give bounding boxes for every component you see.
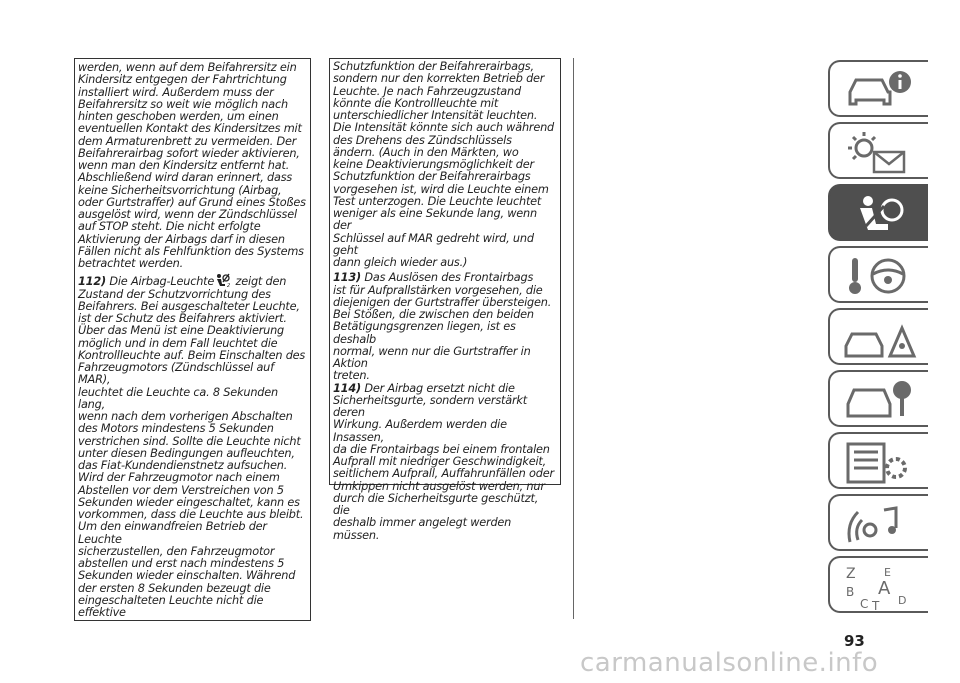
index-letter-a: A	[878, 578, 891, 599]
note-114-text: Der Airbag ersetzt nicht die Sicherheitsgurte, sondern verstärkt deren Wirkung. Außerdem werden die Insassen, da die Frontairbags bei einem frontalen Aufprall mit niedriger Geschwindigkeit, seitlichem Aufprall, Auffahrunfällen oder Umkippen nicht ausgelöst werden, nur durch die Sicherheitsgurte geschützt, die deshalb immer angelegt werden müssen.	[333, 381, 554, 542]
watermark[interactable]: carmanualsonline.info	[580, 648, 879, 678]
column-divider	[573, 58, 574, 619]
tab-multimedia[interactable]	[828, 494, 928, 551]
tab-starting-driving[interactable]	[828, 246, 928, 303]
tab-warning-lights[interactable]	[828, 122, 928, 179]
multimedia-icon	[840, 502, 920, 546]
index-letter-c: C	[860, 597, 869, 611]
note-113-number: 113)	[333, 271, 361, 285]
page-number: 93	[844, 632, 865, 650]
tab-index[interactable]	[828, 556, 928, 613]
note-112-after-icon: zeigt den	[232, 275, 287, 289]
tab-emergency[interactable]	[828, 308, 928, 365]
emergency-road-icon	[840, 316, 920, 360]
alphabetical-index-icon	[840, 564, 920, 612]
tab-safety[interactable]	[828, 184, 928, 241]
index-letter-d: D	[898, 594, 907, 607]
note-113	[333, 272, 557, 382]
continued-paragraph: werden, wenn auf dem Beifahrersitz ein Kindersitz entgegen der Fahrtrichtung installiert wird. Außerdem muss der Beifahrersitz so weit wie möglich nach hinten geschoben werden, um einen eventuellen Kontakt des Kindersitzes mit dem Armaturenbrett zu vermeiden. Der Beifahrerairbag sofort wieder aktivieren, wenn man den Kindersitz entfernt hat. Abschließend wird daran erinnert, dass keine Sicherheitsvorrichtung (Airbag, oder Gurtstraffer) auf Grund eines Stoßes ausgelöst wird, wenn der Zündschlüssel auf STOP steht. Die nicht erfolgte Aktivierung der Airbags darf in diesen Fällen nicht als Fehlfunktion des Systems betrachtet werden.	[78, 61, 306, 270]
note-113-text: Das Auslösen des Frontairbags ist für Aufprallstärken vorgesehen, die diejenigen der Gurtstraffer übersteigen. Bei Stößen, die zwischen den beiden Betätigungsgrenzen liegen, ist es deshalb normal, wenn nur die Gurtstraffer in Aktion treten.	[333, 271, 552, 383]
note-112-lead: Die Airbag-Leuchte	[109, 275, 215, 289]
key-steering-wheel-icon	[840, 254, 920, 298]
index-letter-e: E	[884, 566, 891, 579]
index-letter-z: Z	[846, 566, 856, 582]
note-114	[333, 383, 557, 542]
warning-lights-message-icon	[840, 130, 920, 174]
note-114-number: 114)	[333, 381, 361, 395]
note-112-number: 112)	[78, 275, 106, 289]
technical-data-icon	[840, 440, 920, 484]
car-info-icon	[840, 68, 920, 112]
tab-technical-data[interactable]	[828, 432, 928, 489]
index-letter-b: B	[846, 585, 855, 599]
left-text-column	[74, 58, 311, 621]
continued-note-112: Schutzfunktion der Beifahrerairbags, sondern nur den korrekten Betrieb der Leuchte. Je nach Fahrzeugzustand könnte die Kontrollleuchte mit unterschiedlicher Intensität leuchten. Die Intensität könnte sich auch während des Drehens des Zündschlüssels ändern. (Auch in den Märkten, wo keine Deaktivierungsmöglichkeit der Schutzfunktion der Beifahrerairbags vorgesehen ist, wird die Leuchte einem Test unterzogen. Die Leuchte leuchtet weniger als eine Sekunde lang, wenn der Schlüssel auf MAR gedreht wird, und geht dann gleich wieder aus.)	[333, 60, 555, 269]
passenger-airbag-off-icon	[214, 273, 232, 287]
note-112	[78, 273, 307, 619]
note-112-body: Zustand der Schutzvorrichtung des Beifahrers. Bei ausgeschalteter Leuchte, ist der Schutz des Beifahrers aktiviert. Über das Menü ist eine Deaktivierung möglich und in dem Fall leuchtet die Kontrollleuchte auf. Beim Einschalten des Fahrzeugmotors (Zündschlüssel auf MAR), leuchtet die Leuchte ca. 8 Sekunden lang, wenn nach dem vorherigen Abschalten des Motors mindestens 5 Sekunden verstrichen sind. Sollte die Leuchte nicht unter diesen Bedingungen aufleuchten, das Fiat-Kundendienstnetz aufsuchen. Wird der Fahrzeugmotor nach einem Abstellen vor dem Verstreichen von 5 Sekunden wieder eingeschaltet, kann es vorkommen, dass die Leuchte aus bleibt. Um den einwandfreien Betrieb der Leuchte sicherzustellen, den Fahrzeugmotor abstellen und erst nach mindestens 5 Sekunden wieder einschalten. Während der ersten 8 Sekunden bezeugt die eingeschalteten Leuchte nicht die effektive	[78, 287, 306, 619]
tab-car-info[interactable]	[828, 60, 928, 117]
index-letter-t: T	[872, 599, 880, 612]
right-text-column	[329, 58, 561, 542]
svg-text:2: 2	[227, 283, 231, 288]
car-service-icon	[840, 378, 920, 422]
seat-safety-airbag-icon	[840, 192, 920, 236]
tab-maintenance[interactable]	[828, 370, 928, 427]
